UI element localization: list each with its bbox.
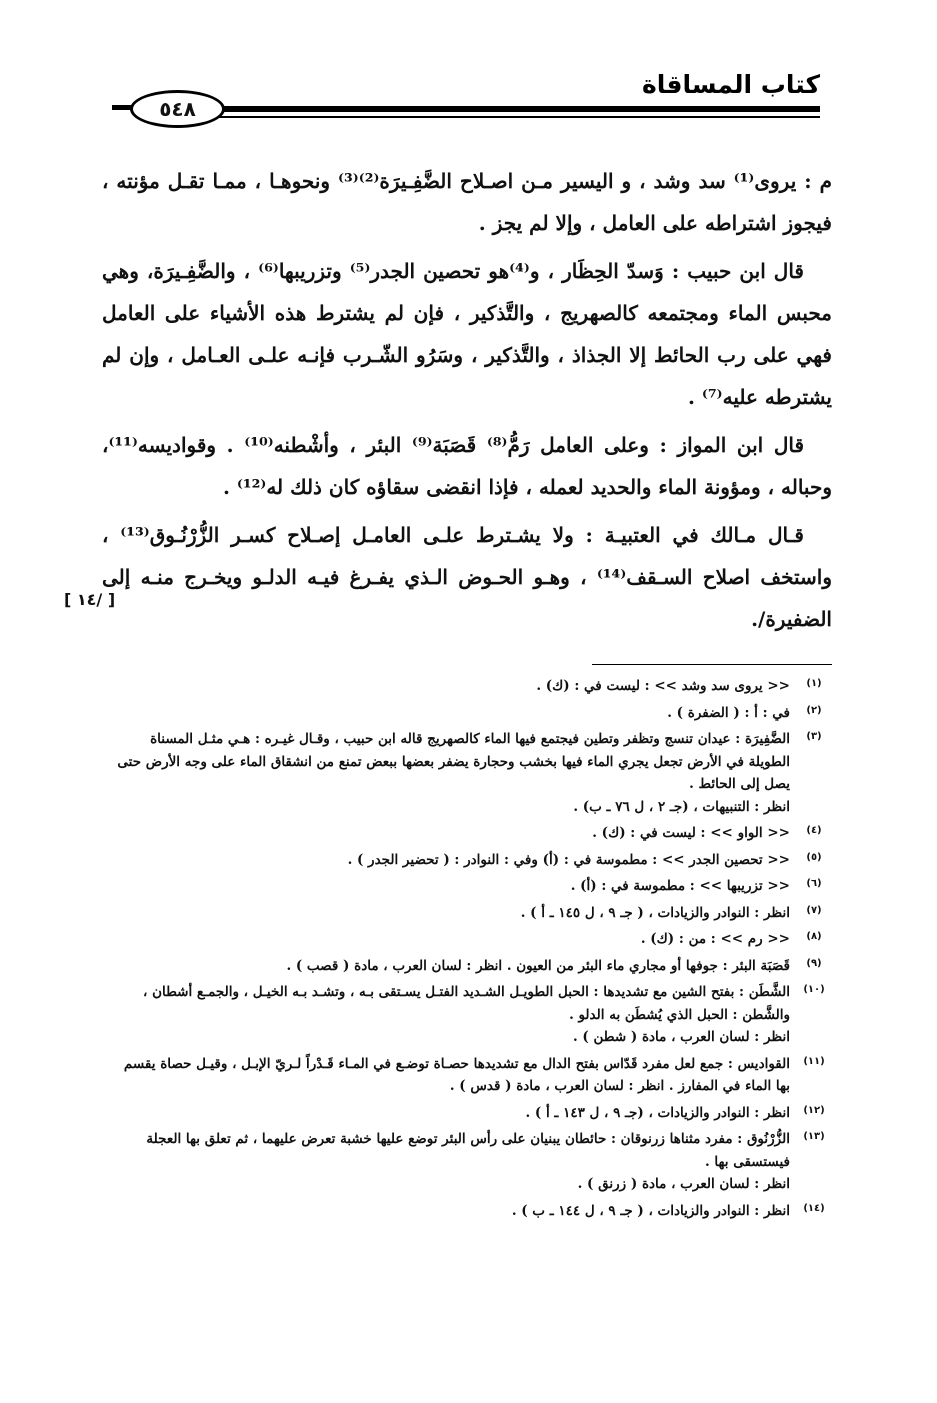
footnote: [107, 902, 832, 925]
paragraph-3: قال ابن المواز : وعلى العامل رَمُّ⁽⁸⁾ قَصَبَة⁽⁹⁾ البئر ، وأشْطنه⁽¹⁰⁾ . وقواديسه⁽¹¹⁾، وحباله ، ومؤونة الماء والحديد لعمله ، فإذا انقضى سقاؤه كان ذلك له⁽¹²⁾ .: [102, 433, 832, 499]
footnote-number: (١٤): [803, 1202, 825, 1214]
footnote-text: قَصَبَة البئر : جوفها أو مجاري ماء البئر من العيون . انظر : لسان العرب ، مادة ( قصب ) .: [286, 957, 790, 974]
footnote: [107, 1053, 832, 1098]
footnote-number: (٥): [806, 851, 822, 863]
footnote-number: (٨): [806, 931, 822, 942]
footnote: [107, 702, 832, 725]
footnote-separator: [592, 664, 832, 665]
footnote-number: (١١): [803, 1055, 825, 1067]
paragraph-1: م : يروى⁽¹⁾ سد وشد ، و اليسير مـن اصـلاح الضَّفِـيرَة⁽²⁾⁽³⁾ ونحوهـا ، ممـا تقـل مؤنته ، فيجوز اشتراطه على العامل ، وإلا لم يجز .: [102, 169, 832, 235]
footnote-text: القواديس : جمع لعل مفرد قَدّاس بفتح الدال مع تشديدها حصـاة توضـع في المـاء قَـدْراً لـريّ الإبـل ، وقيـل حصاة يقسم بها الماء في المفارز . انظر : لسان العرب ، مادة ( قدس ) .: [123, 1055, 790, 1094]
footnote-text: << تزريبها >> : مطموسة في : (أ) .: [570, 878, 790, 894]
footnote-text: الضَّفِيرَة : عيدان تنسج وتظفر وتطين فيجتمع فيها الماء كالصهريج قاله ابن حبيب ، وقـال غيـره : هـي مثـل المسناة الطويلة في الأرض تجعل يجري الماء فيها بخشب وحجارة يضفر بعضها ببعض تمنع من انشقاق الماء على وجه الأرض حتى يصل إلى الحائط .: [117, 731, 790, 792]
footnote: [107, 955, 832, 978]
footnote-number: (٩): [806, 957, 822, 969]
footnote-number: (٦): [806, 878, 822, 889]
paragraph-2: قال ابن حبيب : وَسدّ الحِظَار ، و⁽⁴⁾هو تحصين الجدر⁽⁵⁾ وتزريبها⁽⁶⁾ ، والضَّفِـيرَة، وهي محبس الماء ومجتمعه كالصهريج ، والتَّذكير ، فإن لم يشترط هذه الأشياء على العامل فهي على رب الحائط إلا الجذاذ ، والتَّذكير ، وسَرُو الشّـرب فإنـه علـى العـامل ، وإن لم يشترطه عليه⁽⁷⁾ .: [102, 259, 832, 409]
footnote-number: (١٢): [803, 1104, 825, 1116]
header-rule-thick: [210, 106, 820, 112]
paragraph-4: قـال مـالك في العتبيـة : ولا يشـترط علـى العامـل إصـلاح كسـر الزُّرْنُـوق⁽¹³⁾ ، واستخف اصلاح السـقف⁽¹⁴⁾ ، وهـو الحـوض الـذي يفـرغ فيـه الدلـو ويخـرج منـه إلى الضفيرة/.: [102, 523, 832, 631]
footnote: [107, 875, 832, 898]
main-text: [102, 160, 832, 646]
footnote-number: (١): [806, 678, 822, 689]
footnote-text: انظر : لسان العرب ، مادة ( شطن ) .: [573, 1029, 790, 1045]
footnote-number: (٢): [806, 704, 822, 716]
footnote: [107, 675, 832, 698]
manuscript-folio-note: [ ١٤/ ]: [64, 590, 116, 609]
footnote-text: << يروى سد وشد >> : ليست في : (ك) .: [536, 678, 790, 694]
footnote-text: << تحصين الجدر >> : مطموسة في : (أ) وفي : النوادر : ( تحضير الجدر ) .: [347, 851, 790, 868]
book-title: كتاب المساقاة: [641, 70, 820, 99]
footnote-text: انظر : النوادر والزيادات ، ( جـ ٩ ، ل ١٤٥ ـ أ ) .: [520, 904, 790, 921]
footnote-text: في : أ : ( الضفرة ) .: [667, 704, 790, 721]
footnote-text: الشَّطَن : بفتح الشين مع تشديدها : الحبل الطويـل الشـديد الفتـل يسـتقى بـه ، وتشـد بـه الخيـل ، والجمـع أشطان ، والشَّطن : الحبل الذي يُشطَن به الدلو .: [143, 984, 790, 1023]
header-rule-thin: [210, 116, 820, 118]
footnote-number: (٧): [806, 904, 822, 916]
footnote: [107, 981, 832, 1049]
page-number: ٥٤٨: [130, 90, 225, 128]
footnote-text: انظر : النوادر والزيادات ، (جـ ٩ ، ل ١٤٣ ـ أ ) .: [525, 1104, 790, 1121]
footnote-number: (٤): [806, 825, 822, 836]
footnote: [107, 928, 832, 951]
footnote-text: الزُّرْنُوق : مفرد مثناها زرنوقان : حائطان يبنيان على رأس البئر توضع عليها خشبة تعرض عليهما ، ثم تعلق بها العجلة فيستسقى بها .: [146, 1131, 790, 1170]
page-header: [120, 70, 820, 130]
footnote: [107, 1102, 832, 1125]
footnote-number: (١٠): [803, 984, 825, 995]
footnote-text: انظر : التنبيهات ، (جـ ٢ ، ل ٧٦ ـ ب) .: [573, 798, 790, 815]
footnote-text: انظر : النوادر والزيادات ، ( جـ ٩ ، ل ١٤٤ ـ ب ) .: [511, 1202, 790, 1219]
footnote: [107, 728, 832, 818]
footnote: [107, 1128, 832, 1196]
footnote: [107, 1200, 832, 1223]
footnote-number: (١٣): [803, 1131, 825, 1142]
footnote: [107, 822, 832, 845]
footnote-text: << الواو >> : ليست في : (ك) .: [592, 825, 790, 841]
footnote: [107, 849, 832, 872]
footnote-number: (٣): [806, 731, 822, 742]
footnote-text: انظر : لسان العرب ، مادة ( زرنق ) .: [577, 1176, 790, 1192]
footnotes: [107, 675, 832, 1226]
footnote-text: << رم >> : من : (ك) .: [640, 931, 790, 947]
